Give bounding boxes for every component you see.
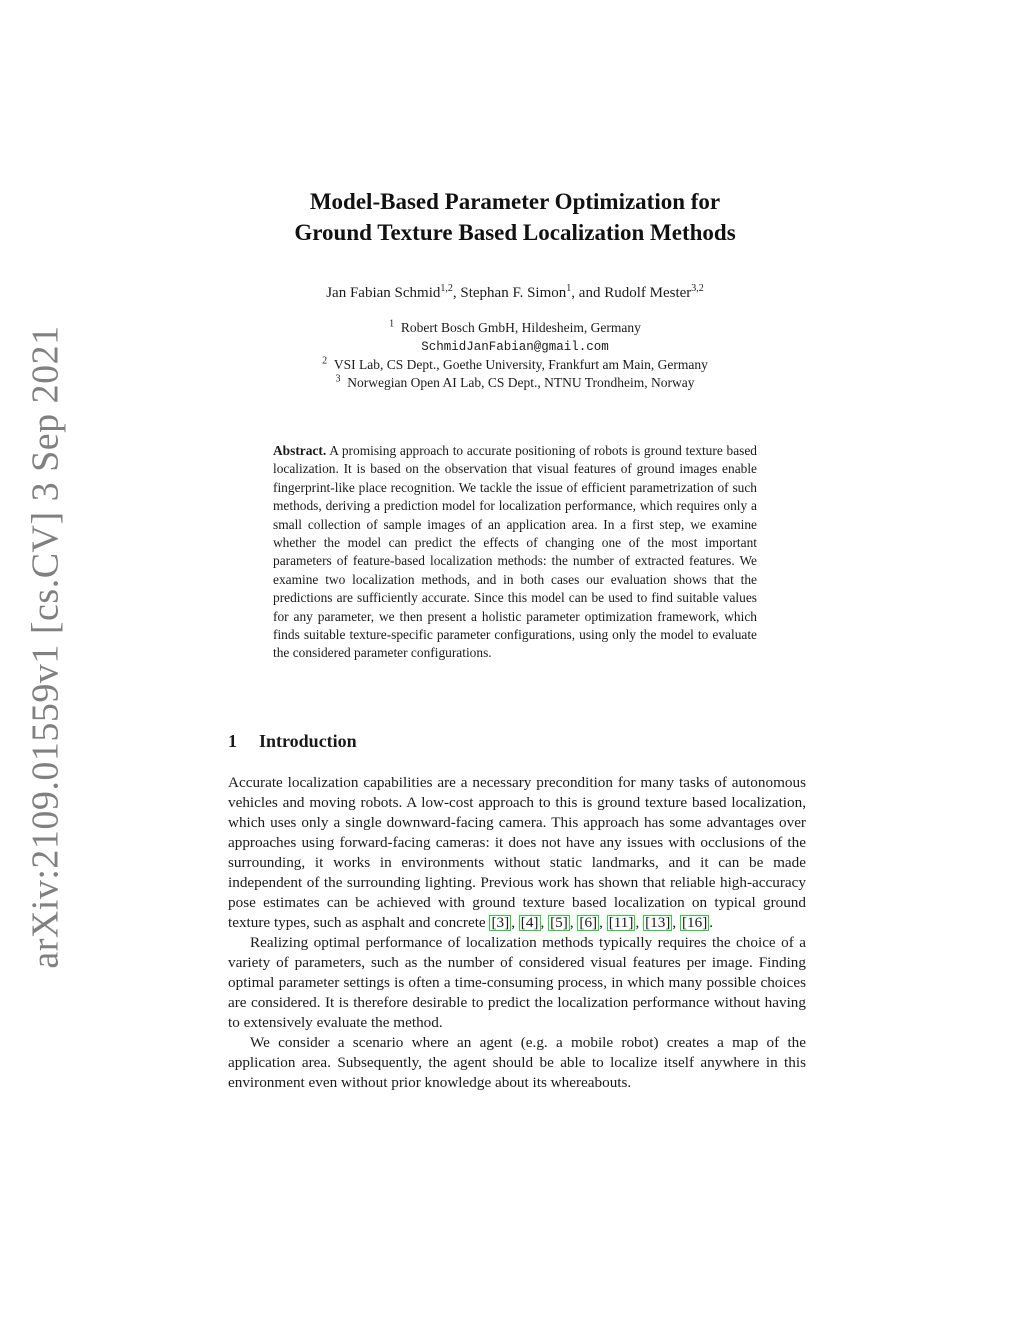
- email-link[interactable]: SchmidJanFabian@gmail.com: [421, 340, 609, 354]
- arxiv-stamp-text: arXiv:2109.01559v1 [cs.CV] 3 Sep 2021: [25, 325, 67, 969]
- body-text: [228, 773, 806, 1093]
- affiliation-1: [200, 319, 830, 337]
- author-name: Jan Fabian Schmid: [326, 285, 441, 301]
- citation-link[interactable]: [5]: [550, 914, 568, 931]
- affiliations: [200, 319, 830, 392]
- title-line-1: Model-Based Parameter Optimization for: [309, 189, 721, 214]
- abstract: [273, 442, 757, 663]
- citation-link[interactable]: [16]: [681, 914, 708, 931]
- author-name: Rudolf Mester: [604, 285, 692, 301]
- paragraph-2: Realizing optimal performance of localization methods typically requires the choice of a variety of parameters, such as the number of considered visual features per image. Finding optimal parameter settings is often a time-consuming process, in which many possible choices are considered. It is therefore desirable to predict the localization performance without having to extensively evaluate the method.: [228, 934, 806, 1031]
- author-name: Stephan F. Simon: [460, 285, 567, 301]
- author-affil-marker: 1: [566, 283, 572, 294]
- affil-text: Norwegian Open AI Lab, CS Dept., NTNU Trondheim, Norway: [347, 375, 695, 390]
- abstract-text: A promising approach to accurate positioning of robots is ground texture based localization. It is based on the observation that visual features of ground images enable fingerprint-like place recognition. We tackle the issue of efficient parametrization of such methods, deriving a prediction model for localization performance, which requires only a small collection of sample images of an application area. In a first step, we examine whether the model can predict the effects of changing one of the most important parameters of feature-based localization methods: the number of extracted features. We examine two localization methods, and in both cases our evaluation shows that the predictions are sufficiently accurate. Since this model can be used to find suitable values for any parameter, we then present a holistic parameter optimization framework, which finds suitable texture-specific parameter configurations, using only the model to evaluate the considered parameter configurations.: [273, 443, 757, 661]
- affiliation-3: [200, 374, 830, 392]
- paragraph-1-text: Accurate localization capabilities are a necessary precondition for many tasks of autonomous vehicles and moving robots. A low-cost approach to this is ground texture based localization, which uses only a single downward-facing camera. This approach has some advantages over approaches using forward-facing cameras: it does not have any issues with occlusions of the surrounding, it works in environments without static landmarks, and it can be made independent of the surrounding lighting. Previous work has shown that reliable high-accuracy pose estimates can be achieved with ground texture based localization on typical ground texture types, such as asphalt and concrete: [228, 774, 806, 931]
- author-affil-marker: 1,2: [440, 283, 453, 294]
- citation-link[interactable]: [11]: [608, 914, 634, 931]
- citation-link[interactable]: [13]: [645, 914, 671, 931]
- citation-link[interactable]: [3]: [491, 914, 510, 931]
- citation-link[interactable]: [6]: [579, 914, 598, 931]
- author-separator: ,: [452, 285, 461, 301]
- affil-marker: 3: [335, 373, 341, 385]
- citation-link[interactable]: [4]: [520, 914, 539, 931]
- author-separator: , and: [571, 285, 605, 301]
- affil-text: VSI Lab, CS Dept., Goethe University, Frankfurt am Main, Germany: [333, 357, 708, 372]
- arxiv-stamp: [22, 325, 70, 969]
- author-affil-marker: 3,2: [691, 283, 704, 294]
- affil-text: Robert Bosch GmbH, Hildesheim, Germany: [400, 320, 641, 335]
- section-heading: [228, 731, 357, 752]
- paragraph-1: Accurate localization capabilities are a necessary precondition for many tasks of autonomous vehicles and moving robots. A low-cost approach to this is ground texture based localization, which uses only a single downward-facing camera. This approach has some advantages over approaches using forward-facing cameras: it does not have any issues with occlusions of the surrounding, it works in environments without static landmarks, and it can be made independent of the surrounding lighting. Previous work has shown that reliable high-accuracy pose estimates can be achieved with ground texture based localization on typical ground texture types, such as asphalt and concrete [3] , [4] , [5] , [6] , [11] , [13] , [16] .: [228, 774, 806, 931]
- paragraph-3: We consider a scenario where an agent (e.g. a mobile robot) creates a map of the application area. Subsequently, the agent should be able to localize itself anywhere in this environment even without prior knowledge about its whereabouts.: [228, 1034, 806, 1091]
- contact-email[interactable]: [200, 337, 830, 356]
- affil-marker: 1: [389, 318, 395, 330]
- author-list: [200, 283, 830, 303]
- section-number: 1: [228, 731, 237, 751]
- section-title: Introduction: [259, 731, 357, 751]
- affil-marker: 2: [322, 355, 328, 367]
- citation-list: [3] , [4] , [5] , [6] , [11] , [13] , [16]: [491, 914, 708, 931]
- title-line-2: Ground Texture Based Localization Methods: [294, 220, 736, 245]
- abstract-label: Abstract.: [273, 443, 327, 458]
- paper-title: [200, 186, 830, 248]
- affiliation-2: [200, 356, 830, 374]
